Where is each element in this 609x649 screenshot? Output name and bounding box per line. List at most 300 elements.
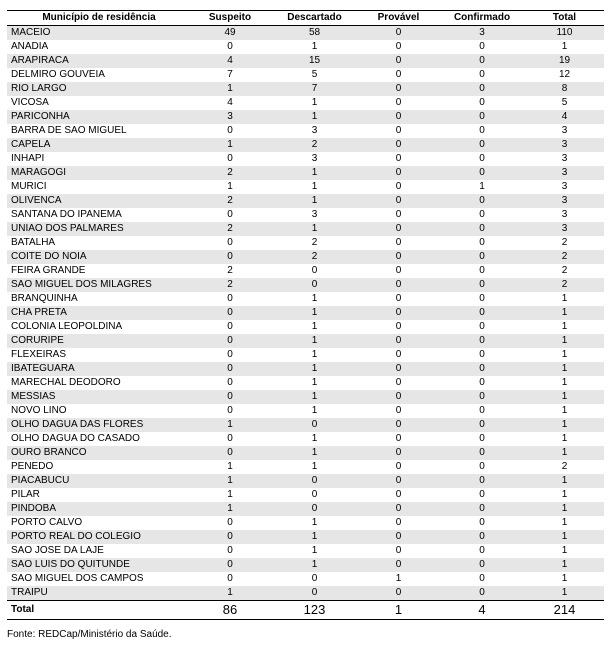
- cell-discarded: 1: [271, 334, 358, 348]
- cell-probable: 0: [358, 208, 439, 222]
- cell-total: 3: [525, 180, 604, 194]
- cell-confirmed: 3: [439, 26, 525, 41]
- cell-suspected: 7: [189, 68, 271, 82]
- cell-discarded: 1: [271, 404, 358, 418]
- table-row: [7, 320, 604, 334]
- cell-municipality: PORTO REAL DO COLEGIO: [7, 530, 189, 544]
- cell-total: 1: [525, 40, 604, 54]
- cell-confirmed: 0: [439, 348, 525, 362]
- cell-discarded: 1: [271, 460, 358, 474]
- cell-municipality: MESSIAS: [7, 390, 189, 404]
- cell-municipality: VICOSA: [7, 96, 189, 110]
- cell-discarded: 1: [271, 222, 358, 236]
- cell-confirmed: 0: [439, 166, 525, 180]
- table-row: [7, 572, 604, 586]
- cell-suspected: 1: [189, 488, 271, 502]
- cell-discarded: 1: [271, 166, 358, 180]
- cell-discarded: 1: [271, 530, 358, 544]
- cell-confirmed: 0: [439, 460, 525, 474]
- cell-probable: 0: [358, 516, 439, 530]
- cell-confirmed: 0: [439, 502, 525, 516]
- cell-total: 1: [525, 572, 604, 586]
- cell-probable: 0: [358, 460, 439, 474]
- cell-probable: 0: [358, 544, 439, 558]
- cell-suspected: 0: [189, 446, 271, 460]
- cell-confirmed: 0: [439, 446, 525, 460]
- cell-total: 3: [525, 138, 604, 152]
- cell-municipality: PENEDO: [7, 460, 189, 474]
- cell-municipality: COITE DO NOIA: [7, 250, 189, 264]
- table-row: [7, 180, 604, 194]
- cell-probable: 0: [358, 124, 439, 138]
- cell-discarded: 1: [271, 180, 358, 194]
- cell-total: 2: [525, 460, 604, 474]
- source-note: Fonte: REDCap/Ministério da Saúde.: [7, 629, 172, 640]
- cell-probable: 0: [358, 96, 439, 110]
- cell-probable: 0: [358, 334, 439, 348]
- cell-discarded: 1: [271, 516, 358, 530]
- cell-suspected: 3: [189, 110, 271, 124]
- table-row: [7, 530, 604, 544]
- cell-suspected: 0: [189, 40, 271, 54]
- total-discarded: 123: [271, 601, 358, 620]
- cell-suspected: 2: [189, 194, 271, 208]
- cell-total: 8: [525, 82, 604, 96]
- cell-suspected: 1: [189, 418, 271, 432]
- cell-confirmed: 0: [439, 404, 525, 418]
- header-suspected: Suspeito: [189, 11, 271, 26]
- cell-probable: 0: [358, 40, 439, 54]
- cell-municipality: SAO MIGUEL DOS CAMPOS: [7, 572, 189, 586]
- cell-confirmed: 0: [439, 250, 525, 264]
- table-row: [7, 152, 604, 166]
- header-probable: Provável: [358, 11, 439, 26]
- cell-discarded: 1: [271, 40, 358, 54]
- cell-discarded: 0: [271, 502, 358, 516]
- cell-total: 1: [525, 586, 604, 601]
- cell-municipality: BRANQUINHA: [7, 292, 189, 306]
- cell-municipality: CORURIPE: [7, 334, 189, 348]
- cell-municipality: ARAPIRACA: [7, 54, 189, 68]
- cell-suspected: 0: [189, 320, 271, 334]
- cell-total: 2: [525, 250, 604, 264]
- cell-confirmed: 0: [439, 320, 525, 334]
- cell-suspected: 1: [189, 180, 271, 194]
- cell-probable: 0: [358, 404, 439, 418]
- cell-confirmed: 0: [439, 264, 525, 278]
- table-row: [7, 222, 604, 236]
- cell-discarded: 0: [271, 264, 358, 278]
- cell-municipality: MARECHAL DEODORO: [7, 376, 189, 390]
- cell-confirmed: 0: [439, 152, 525, 166]
- cell-suspected: 0: [189, 404, 271, 418]
- cell-municipality: INHAPI: [7, 152, 189, 166]
- cell-municipality: CHA PRETA: [7, 306, 189, 320]
- cell-confirmed: 1: [439, 180, 525, 194]
- cell-discarded: 7: [271, 82, 358, 96]
- cell-total: 1: [525, 348, 604, 362]
- cell-suspected: 1: [189, 460, 271, 474]
- cell-discarded: 1: [271, 306, 358, 320]
- table-row: [7, 446, 604, 460]
- header-municipality: Município de residência: [7, 11, 189, 26]
- table-row: [7, 54, 604, 68]
- cell-confirmed: 0: [439, 516, 525, 530]
- table-row: [7, 306, 604, 320]
- cell-confirmed: 0: [439, 572, 525, 586]
- cell-probable: 0: [358, 558, 439, 572]
- cases-table-container: [7, 10, 604, 620]
- cell-discarded: 3: [271, 152, 358, 166]
- cell-total: 1: [525, 488, 604, 502]
- cell-suspected: 1: [189, 502, 271, 516]
- cell-probable: 0: [358, 488, 439, 502]
- cell-municipality: MURICI: [7, 180, 189, 194]
- table-row: [7, 166, 604, 180]
- table-row: [7, 362, 604, 376]
- cell-discarded: 1: [271, 96, 358, 110]
- cell-confirmed: 0: [439, 418, 525, 432]
- cell-discarded: 3: [271, 124, 358, 138]
- cell-municipality: OLHO DAGUA DAS FLORES: [7, 418, 189, 432]
- cell-confirmed: 0: [439, 390, 525, 404]
- cell-discarded: 1: [271, 432, 358, 446]
- cell-total: 1: [525, 530, 604, 544]
- cell-discarded: 1: [271, 558, 358, 572]
- cell-suspected: 4: [189, 54, 271, 68]
- table-row: [7, 96, 604, 110]
- cell-total: 2: [525, 278, 604, 292]
- cell-municipality: SANTANA DO IPANEMA: [7, 208, 189, 222]
- cell-total: 3: [525, 222, 604, 236]
- cell-total: 3: [525, 208, 604, 222]
- cell-probable: 0: [358, 82, 439, 96]
- table-row: [7, 502, 604, 516]
- cell-suspected: 0: [189, 376, 271, 390]
- cell-suspected: 0: [189, 516, 271, 530]
- table-body: [7, 26, 604, 601]
- cell-suspected: 2: [189, 222, 271, 236]
- cell-probable: 1: [358, 572, 439, 586]
- cell-discarded: 1: [271, 292, 358, 306]
- cell-probable: 0: [358, 250, 439, 264]
- cell-municipality: BARRA DE SAO MIGUEL: [7, 124, 189, 138]
- table-row: [7, 586, 604, 601]
- cell-total: 5: [525, 96, 604, 110]
- table-row: [7, 264, 604, 278]
- cell-total: 1: [525, 418, 604, 432]
- header-total: Total: [525, 11, 604, 26]
- table-row: [7, 236, 604, 250]
- table-row: [7, 390, 604, 404]
- cell-total: 3: [525, 152, 604, 166]
- cell-municipality: RIO LARGO: [7, 82, 189, 96]
- cell-municipality: PARICONHA: [7, 110, 189, 124]
- total-total: 214: [525, 601, 604, 620]
- cell-suspected: 0: [189, 236, 271, 250]
- table-row: [7, 40, 604, 54]
- cases-by-municipality-table: [7, 10, 604, 620]
- cell-suspected: 1: [189, 82, 271, 96]
- cell-total: 19: [525, 54, 604, 68]
- cell-confirmed: 0: [439, 194, 525, 208]
- table-row: [7, 208, 604, 222]
- cell-discarded: 0: [271, 586, 358, 601]
- cell-probable: 0: [358, 264, 439, 278]
- header-confirmed: Confirmado: [439, 11, 525, 26]
- cell-confirmed: 0: [439, 110, 525, 124]
- table-row: [7, 334, 604, 348]
- cell-municipality: ANADIA: [7, 40, 189, 54]
- header-discarded: Descartado: [271, 11, 358, 26]
- cell-total: 1: [525, 292, 604, 306]
- cell-total: 1: [525, 320, 604, 334]
- cell-discarded: 3: [271, 208, 358, 222]
- cell-probable: 0: [358, 362, 439, 376]
- table-row: [7, 558, 604, 572]
- table-row: [7, 460, 604, 474]
- cell-suspected: 0: [189, 362, 271, 376]
- cell-suspected: 0: [189, 390, 271, 404]
- cell-municipality: PILAR: [7, 488, 189, 502]
- cell-discarded: 0: [271, 572, 358, 586]
- cell-municipality: TRAIPU: [7, 586, 189, 601]
- cell-probable: 0: [358, 348, 439, 362]
- table-row: [7, 488, 604, 502]
- cell-total: 110: [525, 26, 604, 41]
- cell-probable: 0: [358, 26, 439, 41]
- cell-total: 1: [525, 544, 604, 558]
- cell-suspected: 0: [189, 292, 271, 306]
- cell-suspected: 1: [189, 586, 271, 601]
- cell-suspected: 0: [189, 208, 271, 222]
- cell-discarded: 0: [271, 278, 358, 292]
- cell-probable: 0: [358, 152, 439, 166]
- cell-discarded: 5: [271, 68, 358, 82]
- cell-confirmed: 0: [439, 544, 525, 558]
- cell-municipality: FEIRA GRANDE: [7, 264, 189, 278]
- cell-suspected: 0: [189, 306, 271, 320]
- cell-suspected: 0: [189, 544, 271, 558]
- cell-probable: 0: [358, 418, 439, 432]
- cell-suspected: 2: [189, 278, 271, 292]
- table-row: [7, 348, 604, 362]
- cell-probable: 0: [358, 292, 439, 306]
- cell-suspected: 0: [189, 530, 271, 544]
- cell-probable: 0: [358, 530, 439, 544]
- cell-total: 1: [525, 432, 604, 446]
- cell-confirmed: 0: [439, 292, 525, 306]
- table-row: [7, 26, 604, 41]
- cell-total: 2: [525, 264, 604, 278]
- cell-municipality: DELMIRO GOUVEIA: [7, 68, 189, 82]
- cell-total: 3: [525, 166, 604, 180]
- cell-total: 1: [525, 558, 604, 572]
- cell-probable: 0: [358, 236, 439, 250]
- cell-municipality: SAO LUIS DO QUITUNDE: [7, 558, 189, 572]
- cell-probable: 0: [358, 446, 439, 460]
- cell-municipality: SAO JOSE DA LAJE: [7, 544, 189, 558]
- table-row: [7, 110, 604, 124]
- cell-municipality: FLEXEIRAS: [7, 348, 189, 362]
- cell-discarded: 2: [271, 236, 358, 250]
- cell-total: 3: [525, 194, 604, 208]
- table-row: [7, 432, 604, 446]
- cell-confirmed: 0: [439, 138, 525, 152]
- cell-confirmed: 0: [439, 208, 525, 222]
- total-confirmed: 4: [439, 601, 525, 620]
- cell-probable: 0: [358, 306, 439, 320]
- cell-suspected: 1: [189, 474, 271, 488]
- cell-total: 1: [525, 446, 604, 460]
- cell-suspected: 0: [189, 250, 271, 264]
- cell-total: 1: [525, 516, 604, 530]
- cell-municipality: OLHO DAGUA DO CASADO: [7, 432, 189, 446]
- cell-confirmed: 0: [439, 40, 525, 54]
- cell-total: 1: [525, 306, 604, 320]
- cell-municipality: PORTO CALVO: [7, 516, 189, 530]
- cell-municipality: BATALHA: [7, 236, 189, 250]
- cell-confirmed: 0: [439, 362, 525, 376]
- cell-confirmed: 0: [439, 530, 525, 544]
- cell-total: 1: [525, 376, 604, 390]
- cell-discarded: 1: [271, 110, 358, 124]
- cell-probable: 0: [358, 278, 439, 292]
- cell-discarded: 0: [271, 418, 358, 432]
- cell-discarded: 0: [271, 474, 358, 488]
- cell-municipality: NOVO LINO: [7, 404, 189, 418]
- cell-confirmed: 0: [439, 376, 525, 390]
- cell-discarded: 1: [271, 390, 358, 404]
- table-row: [7, 124, 604, 138]
- cell-probable: 0: [358, 110, 439, 124]
- cell-probable: 0: [358, 180, 439, 194]
- cell-confirmed: 0: [439, 558, 525, 572]
- cell-discarded: 58: [271, 26, 358, 41]
- cell-probable: 0: [358, 320, 439, 334]
- table-row: [7, 68, 604, 82]
- table-row: [7, 82, 604, 96]
- cell-probable: 0: [358, 54, 439, 68]
- cell-total: 1: [525, 390, 604, 404]
- table-row: [7, 404, 604, 418]
- cell-confirmed: 0: [439, 54, 525, 68]
- table-row: [7, 278, 604, 292]
- table-row: [7, 292, 604, 306]
- cell-confirmed: 0: [439, 222, 525, 236]
- cell-municipality: PIACABUCU: [7, 474, 189, 488]
- cell-suspected: 49: [189, 26, 271, 41]
- cell-discarded: 2: [271, 138, 358, 152]
- cell-confirmed: 0: [439, 306, 525, 320]
- cell-total: 2: [525, 236, 604, 250]
- cell-discarded: 1: [271, 362, 358, 376]
- cell-probable: 0: [358, 390, 439, 404]
- cell-suspected: 2: [189, 166, 271, 180]
- cell-municipality: OURO BRANCO: [7, 446, 189, 460]
- cell-total: 12: [525, 68, 604, 82]
- cell-probable: 0: [358, 222, 439, 236]
- cell-discarded: 1: [271, 446, 358, 460]
- cell-confirmed: 0: [439, 334, 525, 348]
- total-label: Total: [7, 601, 189, 620]
- cell-probable: 0: [358, 502, 439, 516]
- cell-discarded: 1: [271, 194, 358, 208]
- table-row: [7, 544, 604, 558]
- cell-probable: 0: [358, 586, 439, 601]
- cell-confirmed: 0: [439, 96, 525, 110]
- cell-total: 4: [525, 110, 604, 124]
- cell-municipality: COLONIA LEOPOLDINA: [7, 320, 189, 334]
- total-suspected: 86: [189, 601, 271, 620]
- cell-confirmed: 0: [439, 82, 525, 96]
- cell-confirmed: 0: [439, 474, 525, 488]
- cell-municipality: PINDOBA: [7, 502, 189, 516]
- cell-probable: 0: [358, 194, 439, 208]
- cell-confirmed: 0: [439, 124, 525, 138]
- cell-municipality: MARAGOGI: [7, 166, 189, 180]
- cell-suspected: 2: [189, 264, 271, 278]
- cell-municipality: UNIAO DOS PALMARES: [7, 222, 189, 236]
- cell-municipality: SAO MIGUEL DOS MILAGRES: [7, 278, 189, 292]
- cell-suspected: 0: [189, 124, 271, 138]
- cell-municipality: IBATEGUARA: [7, 362, 189, 376]
- cell-discarded: 15: [271, 54, 358, 68]
- cell-total: 1: [525, 404, 604, 418]
- cell-confirmed: 0: [439, 586, 525, 601]
- cell-total: 1: [525, 474, 604, 488]
- cell-discarded: 1: [271, 544, 358, 558]
- cell-discarded: 1: [271, 376, 358, 390]
- cell-total: 1: [525, 334, 604, 348]
- cell-probable: 0: [358, 376, 439, 390]
- cell-suspected: 1: [189, 138, 271, 152]
- cell-probable: 0: [358, 166, 439, 180]
- total-row: [7, 601, 604, 620]
- cell-suspected: 0: [189, 558, 271, 572]
- cell-discarded: 1: [271, 348, 358, 362]
- cell-municipality: MACEIO: [7, 26, 189, 41]
- cell-confirmed: 0: [439, 278, 525, 292]
- cell-discarded: 0: [271, 488, 358, 502]
- cell-suspected: 0: [189, 572, 271, 586]
- cell-confirmed: 0: [439, 432, 525, 446]
- table-row: [7, 418, 604, 432]
- cell-suspected: 0: [189, 334, 271, 348]
- cell-confirmed: 0: [439, 488, 525, 502]
- table-footer: [7, 601, 604, 620]
- cell-confirmed: 0: [439, 68, 525, 82]
- table-row: [7, 250, 604, 264]
- table-row: [7, 376, 604, 390]
- cell-total: 3: [525, 124, 604, 138]
- total-probable: 1: [358, 601, 439, 620]
- cell-discarded: 2: [271, 250, 358, 264]
- cell-total: 1: [525, 502, 604, 516]
- cell-municipality: OLIVENCA: [7, 194, 189, 208]
- cell-suspected: 0: [189, 152, 271, 166]
- cell-probable: 0: [358, 138, 439, 152]
- header-row: [7, 11, 604, 26]
- table-row: [7, 138, 604, 152]
- cell-suspected: 0: [189, 432, 271, 446]
- table-row: [7, 474, 604, 488]
- table-row: [7, 194, 604, 208]
- cell-municipality: CAPELA: [7, 138, 189, 152]
- table-row: [7, 516, 604, 530]
- cell-probable: 0: [358, 432, 439, 446]
- cell-suspected: 4: [189, 96, 271, 110]
